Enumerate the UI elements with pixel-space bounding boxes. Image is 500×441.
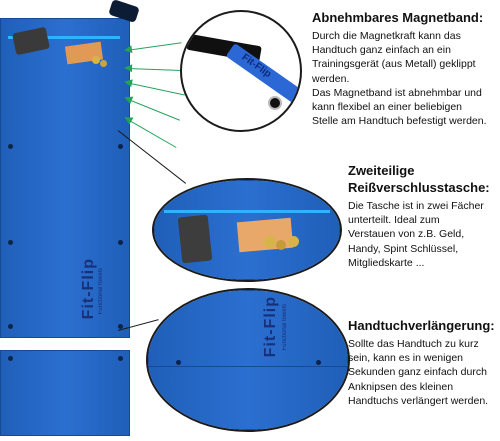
coin-icon: [264, 236, 276, 248]
magnet-icon: [268, 96, 282, 110]
text-line: kann flexibel an einer beliebigen: [312, 100, 463, 113]
coin-icon: [100, 60, 107, 67]
section-extension: [348, 318, 498, 408]
text-line: werden.: [312, 72, 350, 85]
brand-tagline: Functional towels: [98, 268, 104, 315]
brand-tagline: Functional towels: [282, 304, 288, 351]
coin-icon: [288, 236, 299, 247]
snap-button: [8, 144, 13, 149]
text-line: Die Tasche ist in zwei Fächer: [348, 200, 484, 212]
text-line: Mitgliedskarte ...: [348, 256, 425, 269]
extension-bubble: [146, 288, 350, 432]
towel-seam: [148, 366, 348, 367]
snap-button: [316, 360, 321, 365]
section-body: [348, 199, 498, 270]
snap-button: [118, 144, 123, 149]
text-line: Anknipsen des kleinen: [348, 380, 454, 393]
text-line: Handy, Spint Schlüssel,: [348, 242, 459, 255]
section-pocket: [348, 163, 498, 270]
snap-button: [8, 240, 13, 245]
text-line: Trainingsgerät (aus Metall) geklippt: [312, 58, 476, 71]
snap-button: [8, 324, 13, 329]
arrow-icon: [126, 82, 185, 95]
section-title: Zweiteilige: [348, 163, 415, 178]
section-title: Reißverschlusstasche:: [348, 180, 490, 195]
text-line: sein, kann es in wenigen: [348, 352, 463, 365]
arrow-icon: [126, 98, 180, 121]
pocket-bubble: [152, 178, 342, 282]
text-line: Sollte das Handtuch zu kurz: [348, 338, 479, 350]
arrow-icon: [126, 42, 182, 51]
brand-logo: Fit-Flip: [262, 296, 279, 358]
extension-towel: [0, 350, 130, 436]
snap-button: [118, 356, 123, 361]
text-line: Verstauen von z.B. Geld,: [348, 228, 465, 241]
magnet-band-bubble: [180, 10, 302, 132]
arrow-icon: [126, 68, 182, 71]
text-line: unterteilt. Ideal zum: [348, 214, 440, 227]
text-line: Stelle am Handtuch befestigt werden.: [312, 115, 487, 128]
phone-icon: [178, 215, 213, 264]
snap-button: [8, 356, 13, 361]
section-title: Handtuchverlängerung:: [348, 318, 495, 333]
section-body: [348, 337, 498, 408]
snap-button: [176, 360, 181, 365]
brand-logo: Fit-Flip: [80, 258, 97, 320]
snap-button: [118, 240, 123, 245]
zipper-line: [164, 210, 330, 213]
band-logo: Fit-Flip: [239, 51, 274, 81]
phone-icon: [12, 27, 50, 56]
coin-icon: [276, 240, 286, 250]
section-title: Abnehmbares Magnetband:: [312, 10, 484, 25]
band-blue-strap: [226, 43, 302, 109]
main-towel: [0, 18, 130, 338]
text-line: Handtuch ganz einfach an ein: [312, 44, 451, 57]
section-body: [312, 29, 498, 128]
text-line: Handtuchs verlängert werden.: [348, 394, 489, 407]
coin-icon: [92, 56, 100, 64]
section-magnet: [312, 10, 498, 128]
text-line: Sekunden ganz einfach durch: [348, 366, 487, 379]
text-line: Das Magnetband ist abnehmbar und: [312, 86, 482, 99]
text-line: Durch die Magnetkraft kann das: [312, 30, 461, 42]
